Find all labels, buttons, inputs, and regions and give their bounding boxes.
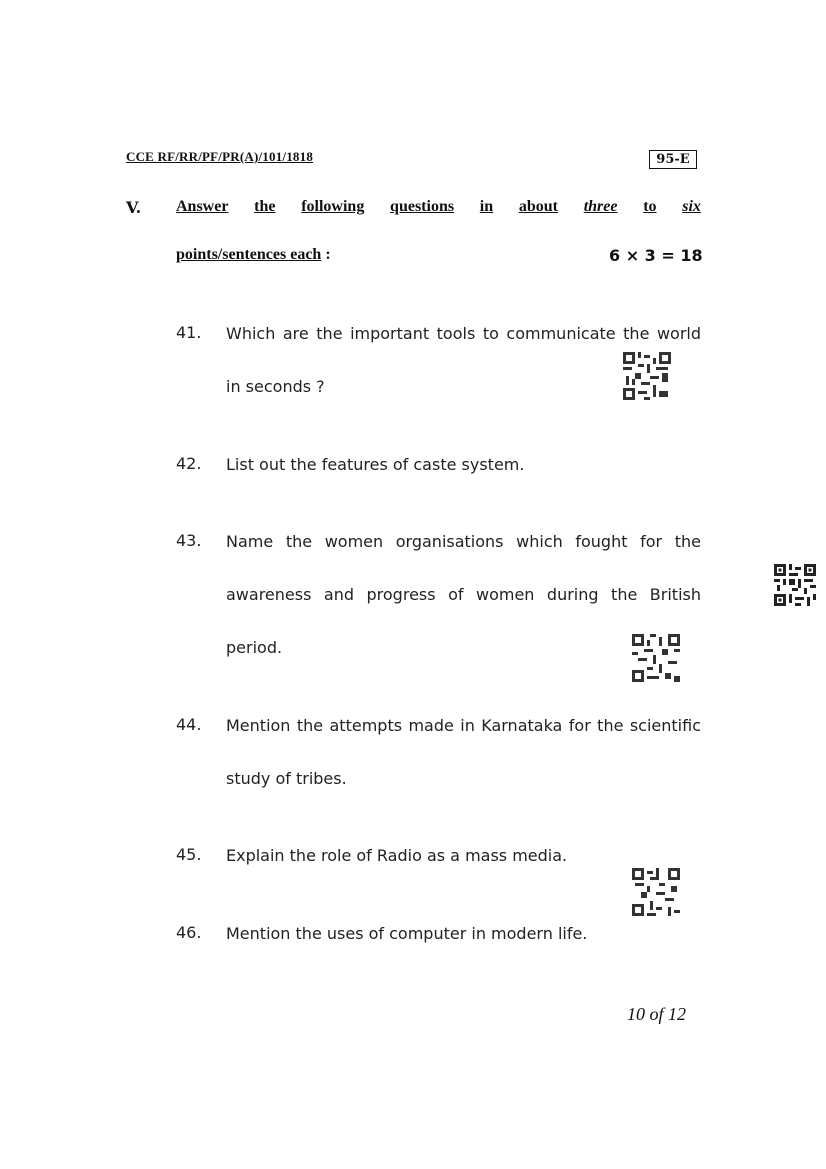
instruction-word: six [682, 198, 701, 215]
instruction-text: points/sentences each [176, 246, 322, 263]
qr-code-icon [632, 868, 680, 916]
question-number: 41. [176, 323, 202, 342]
question-text: Mention the attempts made in Karnataka for the scientific study of tribes. [226, 716, 701, 788]
paper-code: CCE RF/RR/PF/PR(A)/101/1818 [126, 149, 314, 164]
instruction-word: questions [390, 198, 455, 215]
question-text: List out the features of caste system. [226, 455, 525, 474]
section-number: V. [126, 198, 142, 217]
qr-code-icon [632, 634, 680, 682]
section-instruction-line2 [176, 246, 331, 264]
instruction-word: about [518, 198, 558, 215]
question-text: Which are the important tools to communicate the world in seconds ? [226, 324, 701, 396]
instruction-colon: : [321, 246, 331, 263]
question-number: 42. [176, 454, 202, 473]
section-marks: 6 × 3 = 18 [609, 246, 703, 265]
question-number: 43. [176, 531, 202, 550]
question-number: 45. [176, 845, 202, 864]
instruction-word: to [643, 198, 657, 215]
section-instruction-line1 [176, 198, 701, 216]
qr-code-icon [774, 564, 816, 606]
qr-code-icon [623, 352, 671, 400]
instruction-word: in [479, 198, 494, 215]
paper-id-box: 95-E [649, 150, 697, 169]
instruction-word: following [301, 198, 365, 215]
question-text: Name the women organisations which fought for the awareness and progress of women during the British period. [226, 532, 701, 657]
instruction-word: three [583, 198, 618, 215]
instruction-word: the [254, 198, 276, 215]
instruction-word: Answer [176, 198, 229, 215]
page-number: 10 of 12 [627, 1004, 687, 1024]
question-number: 44. [176, 715, 202, 734]
question-text: Mention the uses of computer in modern life. [226, 924, 588, 943]
question-number: 46. [176, 923, 202, 942]
question-text: Explain the role of Radio as a mass media. [226, 846, 568, 865]
